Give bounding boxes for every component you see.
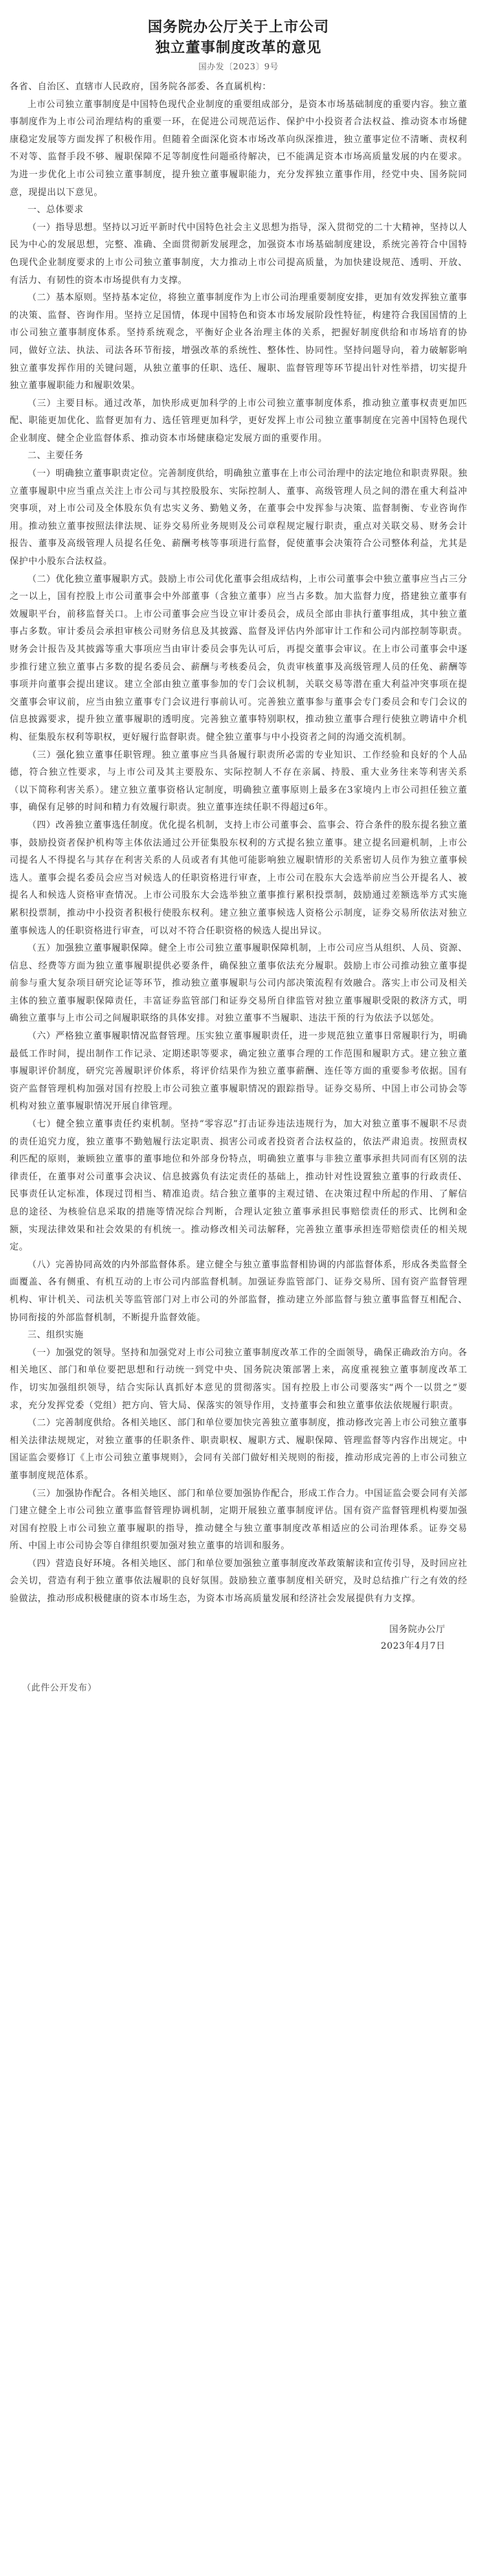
subsection-paragraph	[10, 1414, 467, 1484]
subsection-lead: （三）加强协作配合。	[27, 1488, 122, 1499]
subsection-lead: （一）明确独立董事职责定位。	[27, 468, 159, 479]
subsection-paragraph	[10, 1344, 467, 1414]
document-number: 国办发〔2023〕9号	[198, 62, 279, 71]
subsection-lead: （一）加强党的领导。	[27, 1347, 122, 1358]
addressee-line: 各省、自治区、直辖市人民政府，国务院各部委、各直属机构：	[10, 82, 271, 92]
subsection-text: 坚持和加强党对上市公司独立董事制度改革工作的全面领导，确保正确政治方向。各相关地区、部门和单位要把思想和行动统一到党中央、国务院决策部署上来，高度重视独立董事制度改革工作，切实加强组织领导，结合实际认真抓好本意见的贯彻落实。国有控股上市公司要落实“两个一以贯之”要求，充分发挥党委（党组）把方向、管大局、保落实的领导作用，支持董事会和独立董事依法依规履行职责。	[10, 1347, 467, 1411]
subsection-paragraph	[10, 817, 467, 940]
intro-paragraph: 上市公司独立董事制度是中国特色现代企业制度的重要组成部分，是资本市场基础制度的重要内容。独立董事制度作为上市公司治理结构的重要一环，在促进公司规范运作、保护中小投资者合法权益、推动资本市场健康稳定发展等方面发挥了积极作用。但随着全面深化资本市场改革向纵深推进，独立董事定位不清晰、责权利不对等、监督手段不够、履职保障不足等制度性问题亟待解决，已不能满足资本市场高质量发展的内在要求。为进一步优化上市公司独立董事制度，提升独立董事履职能力，充分发挥独立董事作用，经党中央、国务院同意，现提出以下意见。	[10, 99, 467, 198]
subsection-text: 建立健全与独立董事监督相协调的内部监督体系，形成各类监督全面覆盖、各有侧重、有机互动的上市公司内部监督机制。加强证券监管部门、证券交易所、国有资产监督管理机构、审计机关、司法机关等监管部门对上市公司的外部监督，推动建立外部监督与独立董事监督互相配合、协同衔接的外部监督机制，不断提升监督效能。	[10, 1259, 467, 1323]
subsection-paragraph	[10, 219, 467, 289]
subsection-text: 各相关地区、部门和单位要加强独立董事制度改革政策解读和宣传引导，及时回应社会关切，营造有利于独立董事依法履职的良好氛围。鼓励独立董事制度相关研究，及时总结推广行之有效的经验做法，推动形成积极健康的资本市场生态，为资本市场高质量发展和经济社会发展提供有力支撑。	[10, 1558, 467, 1605]
subsection-paragraph	[10, 1485, 467, 1555]
subsection-text: 坚持“零容忍”打击证券违法违规行为，加大对独立董事不履职不尽责的责任追究力度，独立董事不勤勉履行法定职责、损害公司或者投资者合法权益的，依法严肃追责。按照责权利匹配的原则，兼顾独立董事的董事地位和外部身份特点，明确独立董事与非独立董事承担共同而有区别的法律责任，在董事对公司董事会决议、信息披露负有法定责任的基础上，推动针对性设置独立董事的行政责任、民事责任认定标准，体现过罚相当、精准追责。结合独立董事的主观过错、在决策过程中所起的作用、了解信息的途径、为核验信息采取的措施等情况综合判断，合理认定独立董事承担民事赔偿责任的形式、比例和金额，实现法律效果和社会效果的有机统一。推动修改相关司法解释，完善独立董事承担连带赔偿责任的相关规定。	[10, 1119, 467, 1253]
subsection-paragraph	[10, 465, 467, 571]
subsection-lead: （二）基本原则。	[27, 293, 102, 304]
subsection-text: 鼓励上市公司优化董事会组成结构，上市公司董事会中独立董事应当占三分之一以上，国有控股上市公司董事会中外部董事（含独立董事）应当占多数。加大监督力度，搭建独立董事有效履职平台，前移监督关口。上市公司董事会应当设立审计委员会，成员全部由非执行董事组成，其中独立董事占多数。审计委员会承担审核公司财务信息及其披露、监督及评估内外部审计工作和公司内部控制等职责。财务会计报告及其披露等重大事项应当由审计委员会事先认可后，再提交董事会审议。在上市公司董事会中逐步推行建立独立董事占多数的提名委员会、薪酬与考核委员会，负责审核董事及高级管理人员的任免、薪酬等事项并向董事会提出建议。建立全部由独立董事参加的专门会议机制，关联交易等潜在重大利益冲突事项在提交董事会审议前，应当由独立董事专门会议进行事前认可。完善独立董事参与董事会专门委员会和专门会议的信息披露要求，提升独立董事履职的透明度。完善独立董事特别职权，推动独立董事合理行使独立聘请中介机构、征集股东权利等职权，更好履行监督职责。健全独立董事与中小投资者之间的沟通交流机制。	[10, 574, 467, 743]
subsection-lead: （二）优化独立董事履职方式。	[27, 574, 159, 585]
subsection-paragraph	[10, 1028, 467, 1116]
subsection-text: 优化提名机制，支持上市公司董事会、监事会、符合条件的股东提名独立董事，鼓励投资者保护机构等主体依法通过公开征集股东权利的方式提名独立董事。建立提名回避机制，上市公司提名人不得提名与其存在利害关系的人员或者有其他可能影响独立履职情形的关系密切人员作为独立董事候选人。董事会提名委员会应当对候选人的任职资格进行审查，上市公司在股东大会选举前应当公开提名人、被提名人和候选人资格审查情况。上市公司股东大会选举独立董事推行累积投票制，鼓励通过差额选举方式实施累积投票制，推动中小投资者积极行使股东权利。建立独立董事候选人资格公示制度，证券交易所依法对独立董事候选人的任职资格进行审查，可以对不符合任职资格的候选人提出异议。	[10, 820, 467, 936]
subsection-lead: （八）完善协同高效的内外部监督体系。	[27, 1259, 197, 1270]
section-heading-organization-implementation: 三、组织实施	[27, 1330, 84, 1341]
subsection-paragraph	[10, 1256, 467, 1326]
subsection-lead: （四）营造良好环境。	[27, 1558, 122, 1569]
subsection-paragraph	[10, 571, 467, 747]
section-heading-general-requirements: 一、总体要求	[27, 205, 84, 216]
issue-date: 2023年4月7日	[380, 1640, 445, 1651]
subsection-lead: （五）加强独立董事履职保障。	[27, 943, 159, 954]
subsection-text: 独立董事应当具备履行职责所必需的专业知识、工作经验和良好的个人品德，符合独立性要求，与上市公司及其主要股东、实际控制人不存在亲属、持股、重大业务往来等利害关系（以下简称利害关系）。建立独立董事资格认定制度，明确独立董事原则上最多在3家境内上市公司担任独立董事，确保有足够的时间和精力有效履行职责。独立董事连续任职不得超过6年。	[10, 749, 468, 813]
subsection-lead: （三）强化独立董事任职管理。	[27, 749, 162, 760]
issuing-organization: 国务院办公厅	[389, 1624, 445, 1635]
subsection-lead: （二）完善制度供给。	[27, 1418, 122, 1429]
subsection-lead: （七）健全独立董事责任约束机制。	[27, 1119, 181, 1130]
document-title	[10, 16, 467, 58]
signature-block	[10, 1622, 445, 1655]
subsection-text: 完善制度供给，明确独立董事在上市公司治理中的法定地位和职责界限。独立董事履职中应当重点关注上市公司与其控股股东、实际控制人、董事、高级管理人员之间的潜在重大利益冲突事项，对上市公司及全体股东负有忠实义务、勤勉义务，在董事会中发挥参与决策、监督制衡、专业咨询作用。推动独立董事按照法律法规、证券交易所业务规则及公司章程规定履行职责，重点对关联交易、财务会计报告、董事及高级管理人员提名任免、薪酬考核等事项进行监督，促使董事会决策符合公司整体利益，尤其是保护中小股东合法权益。	[10, 468, 467, 567]
publication-note: （此件公开发布）	[22, 1682, 97, 1693]
subsection-paragraph	[10, 747, 467, 817]
subsection-paragraph	[10, 1116, 467, 1256]
title-line-1: 国务院办公厅关于上市公司	[148, 18, 329, 35]
subsection-text: 压实独立董事履职责任，进一步规范独立董事日常履职行为，明确最低工作时间，提出制作工作记录、定期述职等要求，确定独立董事合理的工作范围和履职方式。建立独立董事履职评价制度，研究完善履职评价体系，将评价结果作为独立董事薪酬、连任等方面的重要参考依据。国有资产监督管理机构加强对国有控股上市公司独立董事履职情况的跟踪指导。证券交易所、中国上市公司协会等机构对独立董事履职情况开展自律管理。	[10, 1031, 467, 1112]
subsection-text: 各相关地区、部门和单位要加快完善独立董事制度，推动修改完善上市公司独立董事相关法律法规规定，对独立董事的任职条件、职责职权、履职方式、履职保障、管理监督等内容作出规定。中国证监会要修订《上市公司独立董事规则》，会同有关部门做好相关规则的衔接，推动形成完善的上市公司独立董事制度规范体系。	[10, 1418, 467, 1481]
subsection-paragraph	[10, 1555, 467, 1608]
subsection-paragraph	[10, 289, 467, 395]
subsection-lead: （六）严格独立董事履职情况监督管理。	[27, 1031, 197, 1042]
subsection-text: 通过改革，加快形成更加科学的上市公司独立董事制度体系，推动独立董事权责更加匹配、职能更加优化、监督更加有力、选任管理更加科学，更好发挥上市公司独立董事制度在完善中国特色现代企业制度、健全企业监督体系、推动资本市场健康稳定发展方面的重要作用。	[10, 398, 467, 444]
subsection-paragraph	[10, 940, 467, 1028]
title-line-2: 独立董事制度改革的意见	[155, 38, 322, 56]
subsection-lead: （四）改善独立董事选任制度。	[27, 820, 159, 831]
subsection-paragraph	[10, 395, 467, 448]
subsection-text: 坚持基本定位，将独立董事制度作为上市公司治理重要制度安排，更加有效发挥独立董事的决策、监督、咨询作用。坚持立足国情，体现中国特色和资本市场发展阶段性特征，构建符合我国国情的上市公司独立董事制度体系。坚持系统观念，平衡好企业各治理主体的关系，把握好制度供给和市场培育的协同，做好立法、执法、司法各环节衔接，增强改革的系统性、整体性、协同性。坚持问题导向，着力破解影响独立董事发挥作用的关键问题，从独立董事的任职、选任、履职、监督管理等环节提出针对性举措，切实提升独立董事履职能力和履职效果。	[10, 293, 467, 392]
subsection-lead: （一）指导思想。	[27, 222, 102, 233]
subsection-lead: （三）主要目标。	[27, 398, 104, 409]
subsection-text: 各相关地区、部门和单位要加强协作配合，形成工作合力。中国证监会要会同有关部门建立健全上市公司独立董事监督管理协调机制，定期开展独立董事制度评估。国有资产监督管理机构要加强对国有控股上市公司独立董事履职的指导，推动健全与独立董事制度改革相适应的公司治理体系。证券交易所、中国上市公司协会等自律组织要加强对独立董事的培训和服务。	[10, 1488, 467, 1552]
subsection-text: 坚持以习近平新时代中国特色社会主义思想为指导，深入贯彻党的二十大精神，坚持以人民为中心的发展思想，完整、准确、全面贯彻新发展理念，加强资本市场基础制度建设，系统完善符合中国特色现代企业制度要求的上市公司独立董事制度，大力推动上市公司提高质量，为加快建设规范、透明、开放、有活力、有韧性的资本市场提供有力支撑。	[10, 222, 467, 286]
subsection-text: 健全上市公司独立董事履职保障机制，上市公司应当从组织、人员、资源、信息、经费等方面为独立董事履职提供必要条件，确保独立董事依法充分履职。鼓励上市公司推动独立董事提前参与重大复杂项目研究论证等环节，推动独立董事履职与公司内部决策流程有效融合。落实上市公司及相关主体的独立董事履职保障责任，丰富证券监管部门和证券交易所自律监管对独立董事履职受限的救济方式，明确独立董事与上市公司之间履职联络的具体安排。对独立董事不当履职、违法干预的行为依法予以惩处。	[10, 943, 467, 1024]
section-heading-main-tasks: 二、主要任务	[27, 451, 84, 462]
